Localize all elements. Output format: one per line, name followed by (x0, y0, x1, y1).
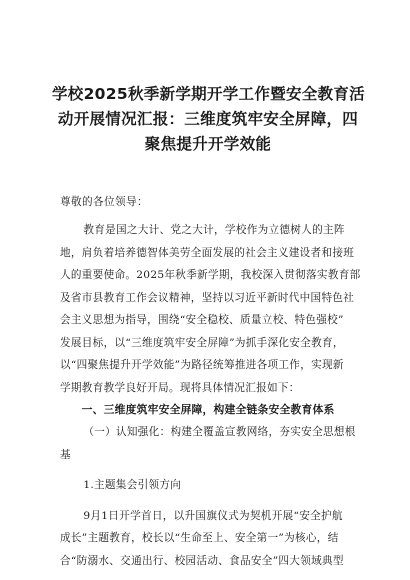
paragraph-line: 会主义思想为指导，围绕“安全稳校、质量立校、特色强校” (60, 314, 344, 326)
paragraph-line: 学期教育教学良好开局。现将具体情况汇报如下： (60, 381, 300, 394)
paragraph-line: 基 (60, 448, 71, 461)
paragraph-line: 发展目标，以“三维度筑牢安全屏障”为抓手深化安全教育， (60, 336, 344, 349)
salutation: 尊敬的各位领导： (60, 196, 148, 208)
intro-paragraph (60, 219, 361, 399)
paragraph-line: 以“四聚焦提升开学效能”为路径统筹推进各项工作，实现新 (60, 359, 344, 371)
title-line: 学校2025秋季新学期开学工作暨安全教育活 (52, 85, 365, 103)
paragraph-line: 1.主题集会引领方向 (83, 479, 182, 491)
section-heading: 一、三维度筑牢安全屏障，构建全链条安全教育体系 (81, 403, 335, 416)
title-line: 聚焦提升开学效能 (144, 135, 272, 153)
paragraph-line: 教育是国之大计、党之大计，学校作为立德树人的主阵 (83, 224, 345, 236)
document-title (52, 82, 364, 157)
paragraph-line: 人的重要使命。2025年秋季新学期，我校深入贯彻落实教育部 (60, 269, 361, 281)
paragraph-line: 及省市县教育工作会议精神，坚持以习近平新时代中国特色社 (60, 291, 355, 304)
subsection-heading (60, 421, 358, 466)
title-line: 动开展情况汇报：三维度筑牢安全屏障，四 (57, 110, 359, 128)
paragraph-line: 9月1日开学首日，以升国旗仪式为契机开展“安全护航 (83, 509, 343, 522)
paragraph-line: 合“防溺水、交通出行、校园活动、食品安全”四大领域典型 (60, 554, 344, 567)
paragraph-line: 地，肩负着培养德智体美劳全面发展的社会主义建设者和接班 (60, 246, 355, 259)
paragraph-line: 成长”主题教育，校长以“生命至上、安全第一”为核心，结 (60, 532, 339, 544)
item-heading (60, 474, 358, 497)
body-paragraph (60, 505, 358, 573)
spacer (60, 497, 358, 505)
spacer (60, 466, 358, 474)
paragraph-line: （一）认知强化：构建全覆盖宣教网络，夯实安全思想根 (83, 426, 356, 438)
